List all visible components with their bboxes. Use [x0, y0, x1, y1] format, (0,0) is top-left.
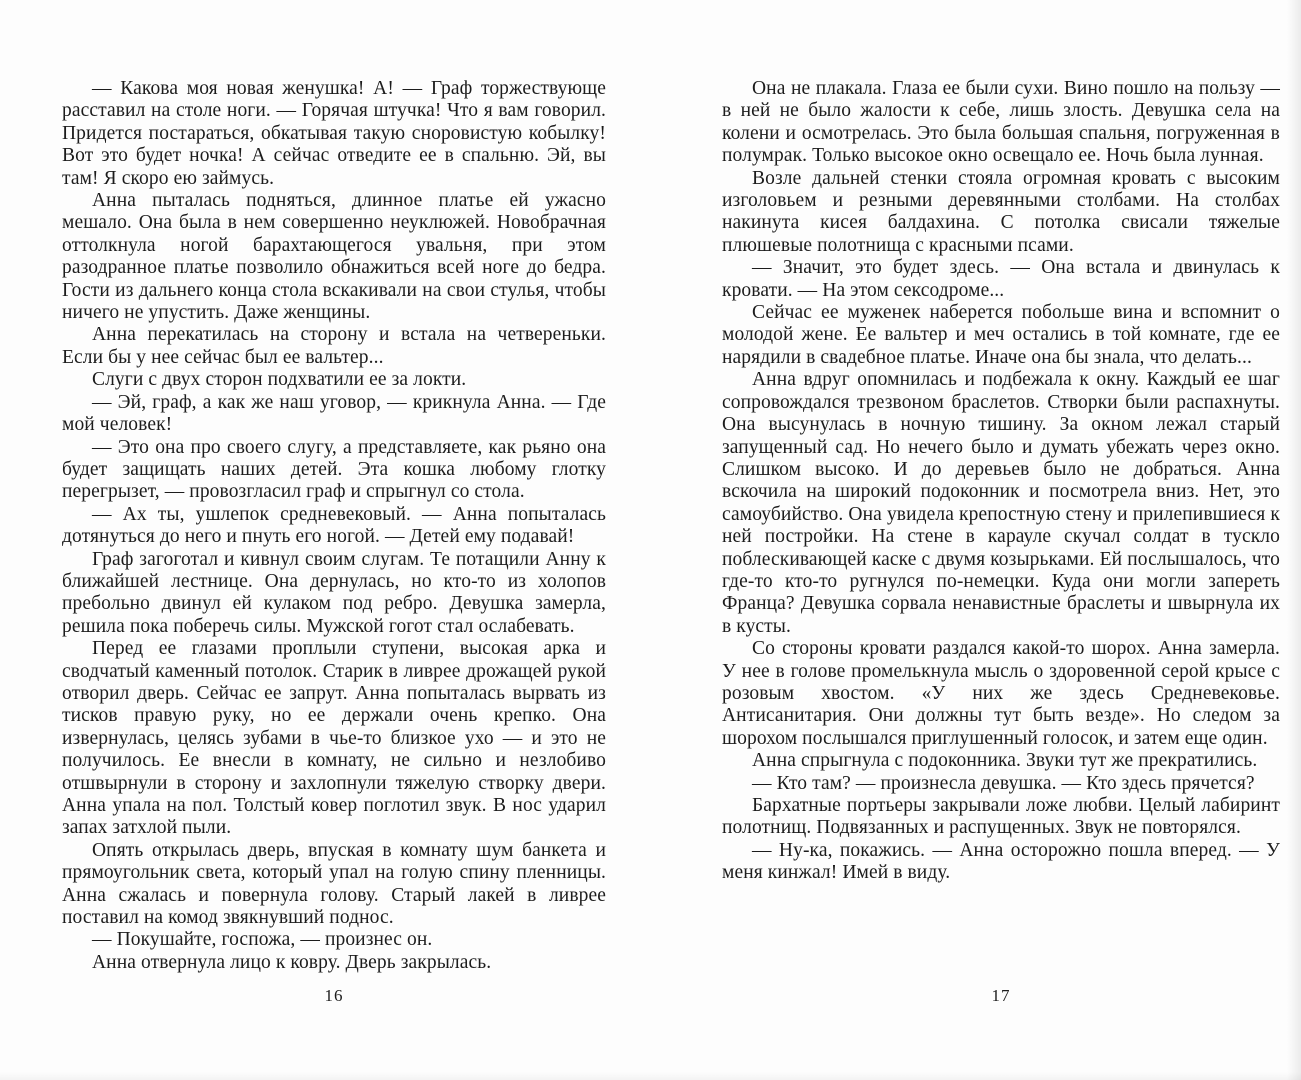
paragraph: Со стороны кровати раздался какой-то шорох. Анна замерла. У нее в голове промелькнула мысль о здоровенной серой крысе с розовым хвостом. «У них же здесь Средневековье. Антисанитария. Они должны тут быть везде». Но следом за шорохом послышался приглушенный голосок, и затем еще один. [722, 638, 1280, 749]
paragraph: Анна спрыгнула с подоконника. Звуки тут же прекратились. [752, 750, 1258, 772]
paragraph: Она не плакала. Глаза ее были сухи. Вино пошло на пользу — в ней не было жалости к себе, лишь злость. Девушка села на колени и осмотрелась. Это была большая спальня, погруженная в полумрак. Только высокое окно освещало ее. Ночь была лунная. [722, 78, 1280, 167]
page-left-text [62, 78, 606, 974]
page-number-right: 17 [991, 986, 1011, 1005]
paragraph: — Это она про своего слугу, а представляете, как рьяно она будет защищать наших детей. Эта кошка любому глотку перегрызет, — провозгласил граф и спрыгнул со стола. [62, 436, 606, 503]
paragraph: Анна пыталась подняться, длинное платье ей ужасно мешало. Она была в нем совершенно неуклюжей. Новобрачная оттолкнула ногой барахтающегося увальня, при этом разодранное платье позволило обнажиться всей ноге до бедра. Гости из дальнего конца стола вскакивали на свои стулья, чтобы ничего не упустить. Даже женщины. [62, 190, 606, 324]
paragraph: Опять открылась дверь, впуская в комнату шум банкета и прямоугольник света, который упал на голую спину пленницы. Анна сжалась и повернула голову. Старый лакей в ливрее поставил на комод звякнувший поднос. [62, 839, 606, 929]
paragraph: — Покушайте, госпожа, — произнес он. [92, 929, 433, 951]
paragraph: Анна отвернула лицо к ковру. Дверь закрылась. [92, 951, 492, 973]
paragraph: Бархатные портьеры закрывали ложе любви. Целый лабиринт полотнищ. Подвязанных и распущенных. Звук не повторялся. [722, 795, 1280, 839]
page-left [62, 78, 606, 1038]
page-right-text [722, 78, 1280, 885]
page-right [722, 78, 1280, 1038]
paragraph: — Ну-ка, покажись. — Анна осторожно пошла вперед. — У меня кинжал! Имей в виду. [722, 839, 1280, 884]
paragraph: — Какова моя новая женушка! А! — Граф торжествующе расставил на столе ноги. — Горячая штучка! Что я вам говорил. Придется постараться, обкатывая такую сноровистую кобылку! Вот это будет ночка! А сейчас отведите ее в спальню. Эй, вы там! Я скоро ею займусь. [62, 78, 606, 189]
paragraph: Анна перекатилась на сторону и встала на четвереньки. Если бы у нее сейчас был ее вальтер... [62, 324, 606, 368]
paragraph: Возле дальней стенки стояла огромная кровать с высоким изголовьем и резными деревянными столбами. На столбах накинута кисея балдахина. С потолка свисали тяжелые плюшевые полотнища с красными псами. [722, 167, 1280, 256]
paragraph: Анна вдруг опомнилась и подбежала к окну. Каждый ее шаг сопровождался трезвоном браслетов. Створки были распахнуты. Она высунулась в ночную тишину. За окном лежал старый запущенный сад. Но нечего было и думать убежать через окно. Слишком высоко. И до деревьев было не добраться. Анна вскочила на широкий подоконник и посмотрела вниз. Нет, это самоубийство. Она увидела крепостную стену и прилепившиеся к ней постройки. На стене в карауле скучал солдат в тускло поблескивающей каске с двумя козырьками. Ей послышалось, что где-то кто-то ругнулся по-немецки. Куда они могли запереть Франца? Девушка сорвала ненавистные браслеты и швырнула их в кусты. [722, 369, 1280, 637]
paragraph: — Ах ты, ушлепок средневековый. — Анна попыталась дотянуться до него и пнуть его ногой. — Детей ему подавай! [62, 503, 606, 548]
paragraph: Сейчас ее муженек наберется побольше вина и вспомнит о молодой жене. Ее вальтер и меч остались в той комнате, где ее нарядили в свадебное платье. Иначе она бы знала, что делать... [722, 302, 1280, 368]
paragraph: — Значит, это будет здесь. — Она встала и двинулась к кровати. — На этом сексодроме... [722, 257, 1280, 301]
paragraph: — Эй, граф, а как же наш уговор, — крикнула Анна. — Где мой человек! [62, 391, 606, 436]
paragraph: Слуги с двух сторон подхватили ее за локти. [92, 369, 467, 391]
paragraph: Перед ее глазами проплыли ступени, высокая арка и сводчатый каменный потолок. Старик в ливрее дрожащей рукой отворил дверь. Сейчас ее запрут. Анна попыталась вырвать из тисков правую руку, но ее держали очень крепко. Она извернулась, целясь зубами в чье-то близкое ухо — и это не получилось. Ее внесли в комнату, не сильно и незлобиво отшвырнули в сторону и захлопнули тяжелую створку двери. Анна упала на пол. Толстый ковер поглотил звук. В нос ударил запах затхлой пыли. [62, 638, 606, 839]
paragraph: Граф загоготал и кивнул своим слугам. Те потащили Анну к ближайшей лестнице. Она дернулась, но кто-то из холопов пребольно двинул ей кулаком под ребро. Девушка замерла, решила пока поберечь силы. Мужской гогот стал ослабевать. [62, 548, 606, 637]
page-number-left: 16 [324, 986, 344, 1005]
paragraph: — Кто там? — произнесла девушка. — Кто здесь прячется? [752, 772, 1255, 794]
